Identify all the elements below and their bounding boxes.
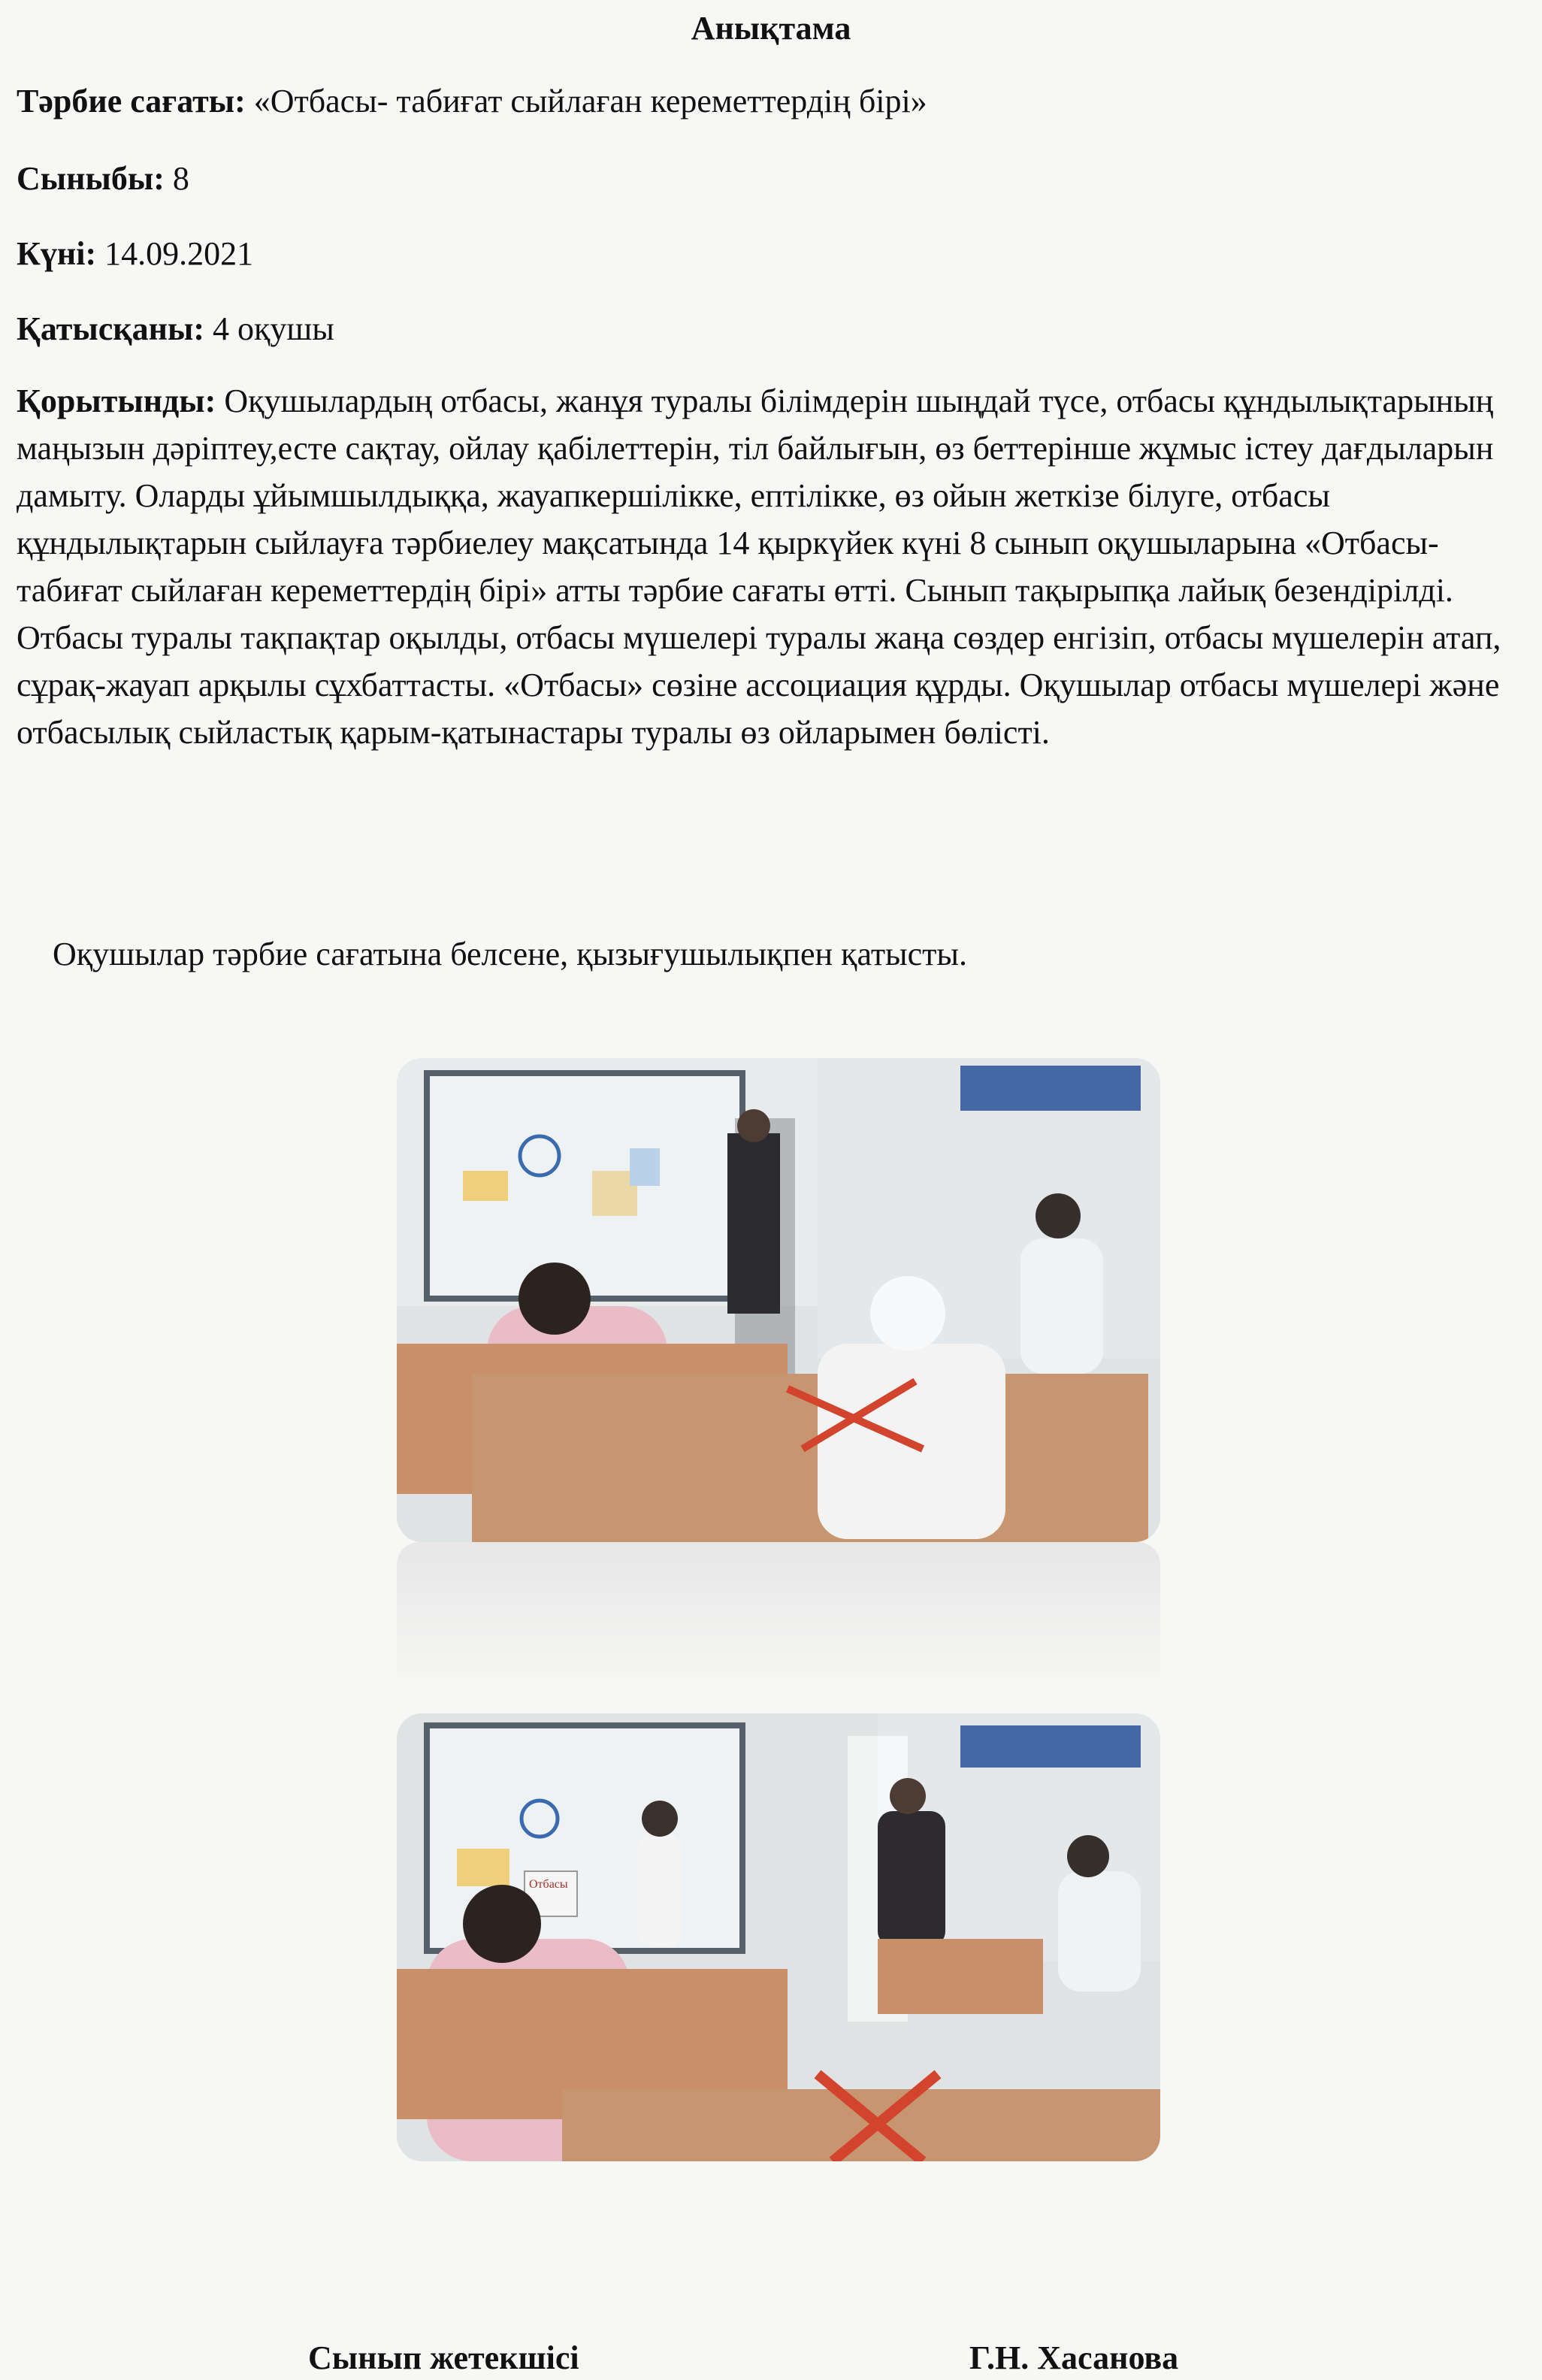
date-field bbox=[17, 231, 253, 277]
date-label: Күні: bbox=[17, 235, 97, 272]
grade-label: Сыныбы: bbox=[17, 160, 165, 197]
summary-label: Қорытынды: bbox=[17, 383, 216, 419]
attendance-field bbox=[17, 307, 334, 352]
event-label: Тәрбие сағаты: bbox=[17, 83, 246, 119]
board-sign: Отбасы bbox=[529, 1878, 568, 1891]
classroom-photo-1 bbox=[397, 1058, 1160, 1542]
summary-text: Оқушылардың отбасы, жанұя туралы білімдерін шыңдай түсе, отбасы құндылықтарының маңызын дәріптеу,есте сақтау, ойлау қабілеттерін, тіл байлығын, өз беттерінше жұмыс істеу дағдыларын дамыту. Оларды ұйымшылдыққа, жауапкершілікке, ептілікке, өз ойын жеткізе білуге, отбасы құндылықтарын сыйлауға тәрбиелеу мақсатында 14 қыркүйек күні 8 сынып оқушыларына «Отбасы- табиғат сыйлаған кереметтердің бірі» атты тәрбие сағаты өтті. Сынып тақырыпқа лайық безендірілді. Отбасы туралы тақпақтар оқылды, отбасы мүшелері туралы жаңа сөздер енгізіп, отбасы мүшелерін атап, сұрақ-жауап арқылы сұхбаттасты. «Отбасы» сөзіне ассоциация құрды. Оқушылар отбасы мүшелері және отбасылық сыйластық қарым-қатынастары туралы өз ойларымен бөлісті. bbox=[17, 383, 1501, 751]
footer-role: Сынып жетекшісі bbox=[308, 2339, 579, 2376]
date-value: 14.09.2021 bbox=[104, 235, 254, 272]
summary-paragraph bbox=[17, 377, 1527, 756]
footer-name: Г.Н. Хасанова bbox=[969, 2339, 1179, 2376]
event-value: «Отбасы- табиғат сыйлаған кереметтердің бірі» bbox=[253, 83, 927, 119]
photo-reflection bbox=[397, 1542, 1160, 1692]
document-title: Анықтама bbox=[691, 10, 851, 47]
grade-value: 8 bbox=[172, 160, 189, 197]
event-field bbox=[17, 79, 927, 124]
classroom-photo-2 bbox=[397, 1713, 1160, 2161]
closing-sentence: Оқушылар тәрбие сағатына белсене, қызығушылықпен қатысты. bbox=[53, 936, 967, 972]
grade-field bbox=[17, 156, 189, 201]
classroom-photo-2-drawing bbox=[397, 1713, 1160, 2161]
classroom-photo-1-drawing bbox=[397, 1058, 1160, 1542]
attendance-label: Қатысқаны: bbox=[17, 310, 204, 347]
attendance-value: 4 оқушы bbox=[212, 310, 334, 347]
